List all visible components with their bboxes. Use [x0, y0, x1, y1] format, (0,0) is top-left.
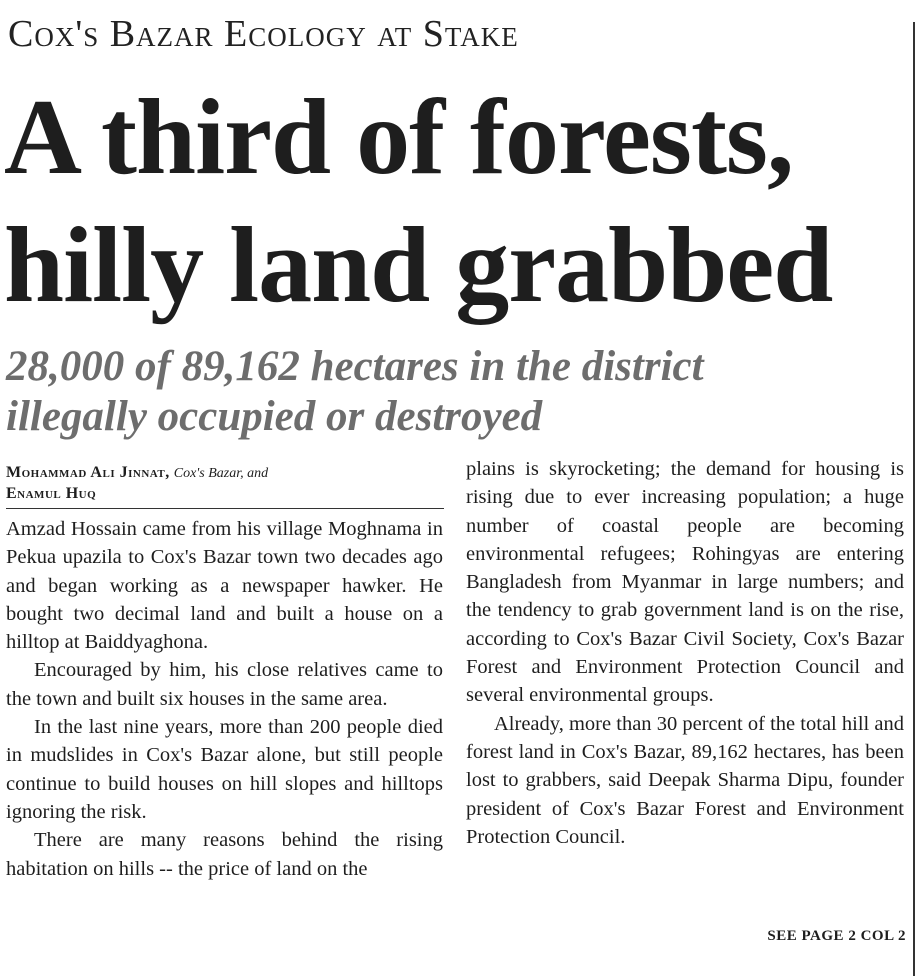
subheadline [6, 342, 906, 442]
article-column-1 [6, 515, 443, 883]
subheadline-line-1: 28,000 of 89,162 hectares in the district [6, 343, 704, 390]
paragraph: Encouraged by him, his close relatives came to the town and built six houses in the same area. [6, 659, 443, 710]
paragraph: Amzad Hossain came from his village Moghnama in Pekua upazila to Cox's Bazar town two decades ago and began working as a newspaper hawker. He bought two decimal land and built a house on a hilltop at Baiddyaghona. [6, 518, 443, 654]
byline [6, 463, 446, 504]
byline-author-2: Enamul Huq [6, 485, 97, 502]
byline-location: Cox's Bazar, and [173, 466, 269, 481]
continuation-jump-link[interactable]: SEE PAGE 2 COL 2 [767, 928, 906, 944]
paragraph: There are many reasons behind the rising habitation on hills -- the price of land on the [6, 829, 443, 880]
column-rule [913, 22, 915, 976]
headline [4, 74, 904, 330]
byline-author-1: Mohammad Ali Jinnat, [6, 464, 170, 481]
paragraph: Already, more than 30 percent of the total hill and forest land in Cox's Bazar, 89,162 hectares, has been lost to grabbers, said Deepak Sharma Dipu, founder president of Cox's Bazar Forest and Environment Protection Council. [466, 712, 904, 848]
kicker: Cox's Bazar Ecology at Stake [8, 13, 519, 55]
paragraph: plains is skyrocketing; the demand for housing is rising due to ever increasing population; a huge number of coastal people are becoming environmental refugees; Rohingyas are entering Bangladesh from Myanmar in large numbers; and the tendency to grab government land is on the rise, according to Cox's Bazar Civil Society, Cox's Bazar Forest and Environment Protection Council and several environmental groups. [466, 458, 904, 707]
headline-line-2: hilly land grabbed [4, 206, 833, 325]
headline-line-1: A third of forests, [4, 78, 793, 197]
article-column-2 [466, 455, 904, 851]
byline-divider [6, 508, 444, 509]
subheadline-line-2: illegally occupied or destroyed [6, 393, 543, 440]
paragraph: In the last nine years, more than 200 people died in mudslides in Cox's Bazar alone, but still people continue to build houses on hill slopes and hilltops ignoring the risk. [6, 716, 443, 823]
